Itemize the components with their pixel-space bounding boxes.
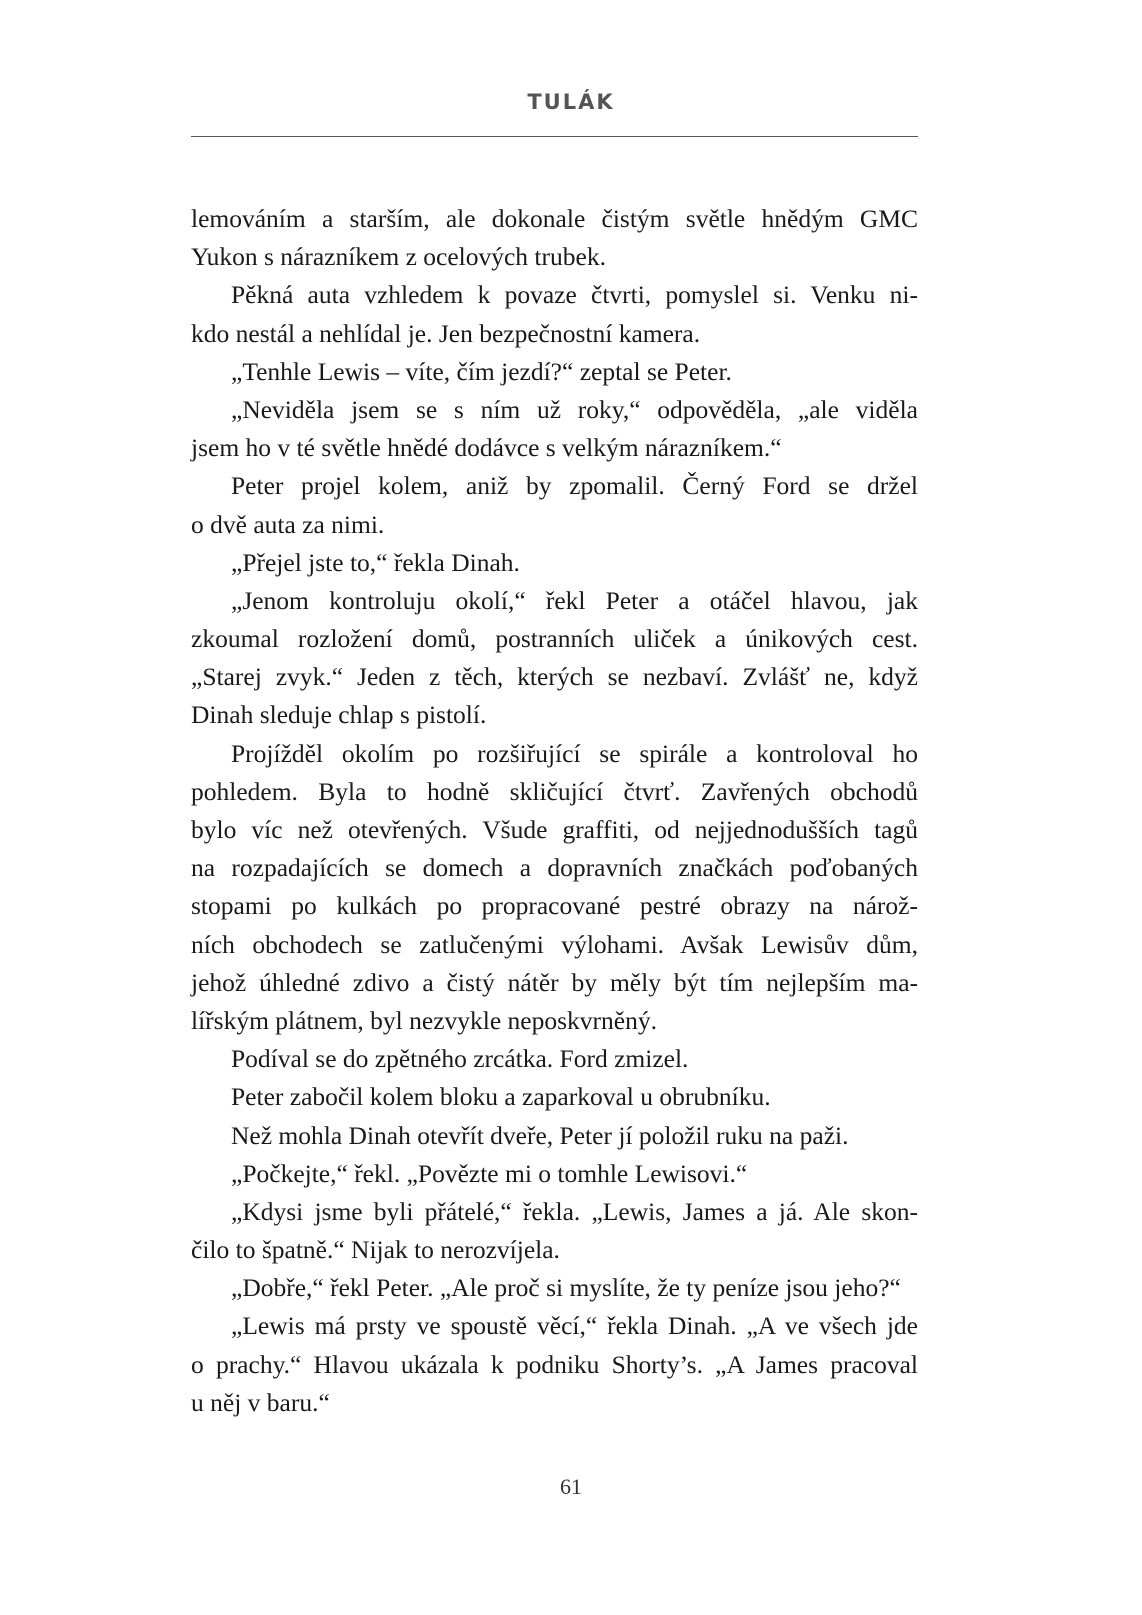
paragraph (191, 544, 918, 582)
page-number: 61 (560, 1474, 582, 1499)
text-line: čilo to špatně.“ Nijak to nerozvíjela. (191, 1235, 560, 1265)
text-line: bylo víc než otevřených. Všude graffiti, od nejjednodušších tagů (191, 815, 918, 844)
paragraph (191, 1269, 918, 1307)
text-line: „Kdysi jsme byli přátelé,“ řekla. „Lewis, James a já. Ale skon- (231, 1196, 918, 1226)
header-rule (191, 136, 918, 137)
text-line: o prachy.“ Hlavou ukázala k podniku Shorty’s. „A James pracoval (191, 1349, 918, 1379)
text-line: „Počkejte,“ řekl. „Povězte mi o tomhle Lewisovi.“ (231, 1158, 748, 1188)
paragraph (191, 353, 918, 391)
text-line: „Lewis má prsty ve spoustě věcí,“ řekla Dinah. „A ve všech jde (231, 1311, 918, 1341)
text-line: kdo nestál a nehlídal je. Jen bezpečnostní kamera. (191, 318, 701, 348)
text-line: jehož úhledné zdivo a čistý nátěr by měly být tím nejlepším ma- (191, 967, 918, 997)
text-line: Než mohla Dinah otevřít dveře, Peter jí položil ruku na paži. (231, 1120, 849, 1150)
paragraph (191, 1078, 918, 1116)
paragraph (191, 1155, 918, 1193)
text-line: Peter zabočil kolem bloku a zaparkoval u obrubníku. (231, 1082, 771, 1112)
text-line: „Neviděla jsem se s ním už roky,“ odpověděla, „ale viděla (231, 394, 918, 424)
paragraph (191, 391, 918, 467)
running-header: TULÁK (527, 90, 615, 114)
text-line: ních obchodech se zatlučenými výlohami. Avšak Lewisův dům, (191, 929, 918, 959)
body-text (191, 200, 918, 1422)
paragraph (191, 1193, 918, 1269)
text-line: Pěkná auta vzhledem k povaze čtvrti, pomyslel si. Venku ni- (231, 280, 918, 310)
text-line: Podíval se do zpětného zrcátka. Ford zmizel. (231, 1044, 689, 1074)
text-line: Dinah sleduje chlap s pistolí. (191, 700, 487, 730)
text-line: lířským plátnem, byl nezvykle neposkvrněný. (191, 1005, 657, 1035)
text-line: Projížděl okolím po rozšiřující se spirále a kontroloval ho (231, 738, 918, 768)
text-line: „Dobře,“ řekl Peter. „Ale proč si myslíte, že ty peníze jsou jeho?“ (231, 1273, 901, 1303)
text-line: o dvě auta za nimi. (191, 509, 385, 539)
text-line: na rozpadajících se domech a dopravních značkách poďobaných (191, 853, 918, 883)
paragraph (191, 582, 918, 735)
paragraph (191, 467, 918, 543)
text-line: lemováním a starším, ale dokonale čistým světle hnědým GMC (191, 204, 918, 233)
text-line: „Jenom kontroluju okolí,“ řekl Peter a otáčel hlavou, jak (231, 585, 918, 615)
paragraph (191, 200, 918, 276)
text-line: pohledem. Byla to hodně skličující čtvrť. Zavřených obchodů (191, 776, 918, 806)
paragraph (191, 276, 918, 352)
text-line: „Starej zvyk.“ Jeden z těch, kterých se nezbaví. Zvlášť ne, když (191, 662, 918, 692)
text-line: u něj v baru.“ (191, 1387, 330, 1417)
paragraph (191, 1117, 918, 1155)
text-line: stopami po kulkách po propracované pestré obrazy na nárož- (191, 891, 918, 921)
paragraph (191, 1307, 918, 1422)
paragraph (191, 1040, 918, 1078)
text-line: jsem ho v té světle hnědé dodávce s velkým nárazníkem.“ (191, 433, 782, 463)
text-line: „Tenhle Lewis – víte, čím jezdí?“ zeptal se Peter. (231, 356, 732, 386)
text-line: Peter projel kolem, aniž by zpomalil. Černý Ford se držel (231, 471, 918, 501)
paragraph (191, 735, 918, 1041)
text-line: „Přejel jste to,“ řekla Dinah. (231, 547, 520, 577)
text-line: Yukon s nárazníkem z ocelových trubek. (191, 242, 606, 272)
text-line: zkoumal rozložení domů, postranních uliček a únikových cest. (191, 624, 918, 654)
